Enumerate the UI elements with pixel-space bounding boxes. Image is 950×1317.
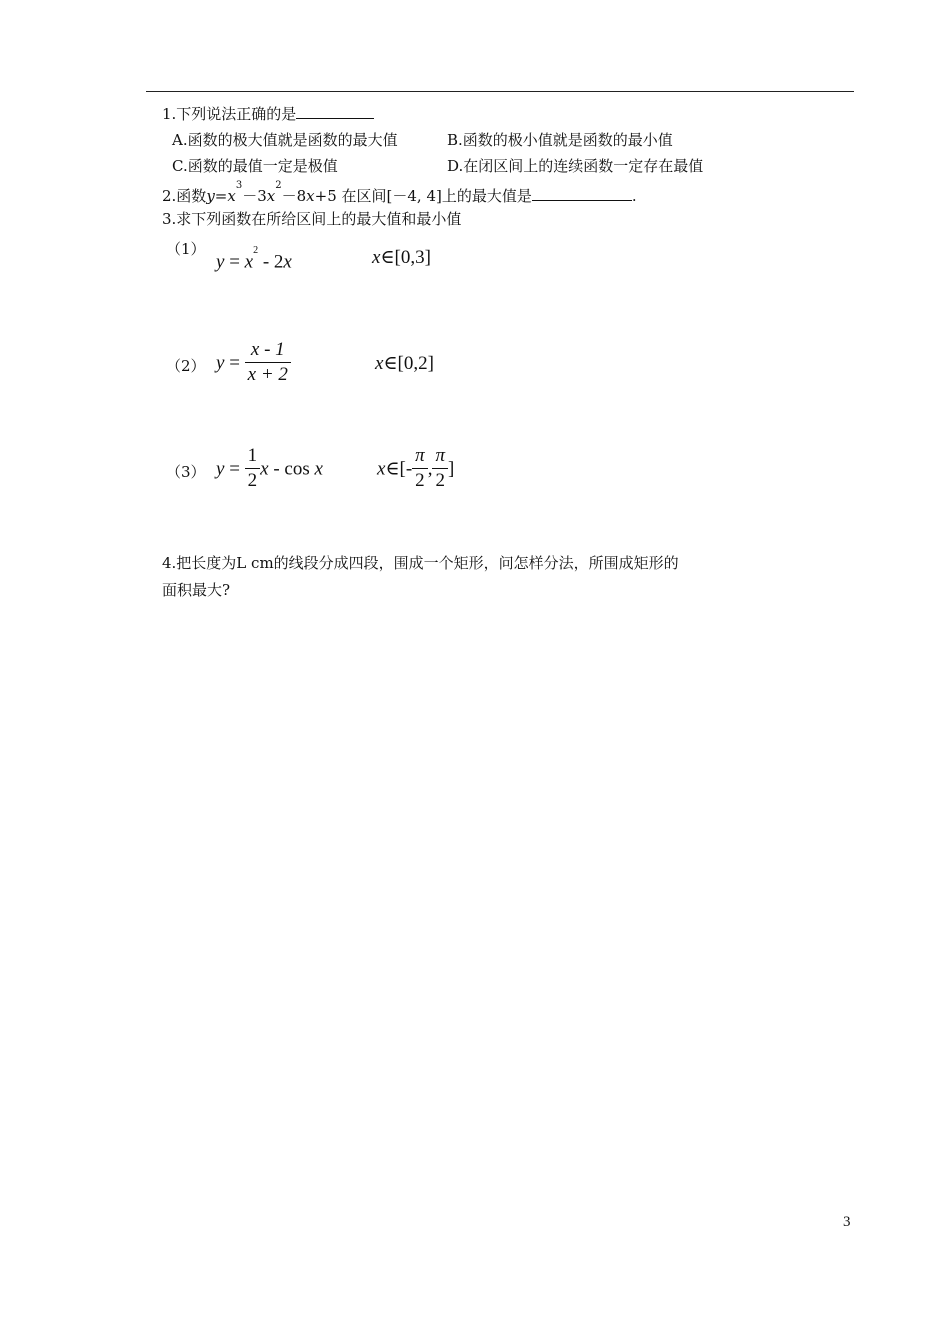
q3-part1-domain: x∈[0,3] xyxy=(372,247,431,268)
q3-part3-label: （3） xyxy=(166,463,206,481)
q1-stem: 1.下列说法正确的是 xyxy=(162,103,374,124)
fraction: $\frac{\pi}{2}$ xyxy=(412,445,428,492)
q2-stem: 2.函数$y=x^3-3x^2-8x+5$ 在区间[－4, 4]上的最大值是 . xyxy=(162,180,637,205)
q4-line1: 4.把长度为L cm的线段分成四段，围成一个矩形，问怎样分法，所围成矩形的 xyxy=(162,554,679,572)
q3-part3-domain: x∈[- $\frac{\pi}{2}$ , $\frac{\pi}{2}$ ] xyxy=(377,445,455,491)
q3-part2-label: （2） xyxy=(166,357,206,375)
fraction-bar xyxy=(412,468,428,469)
q3-part2-domain: x∈[0,2] xyxy=(375,353,434,374)
q1-option-c: C.函数的最值一定是极值 xyxy=(172,157,338,175)
fraction: $\frac{1}{2}$ xyxy=(245,445,261,492)
fraction-bar xyxy=(432,468,448,469)
header-rule xyxy=(146,91,854,92)
q3-part1-label: （1） xyxy=(166,240,206,258)
q3-stem: 3.求下列函数在所给区间上的最大值和最小值 xyxy=(162,210,462,228)
q3-part3-function: y = $\frac{1}{2}$ x - cos x xyxy=(216,445,323,491)
fraction: $\frac{x - 1}{x + 2}$ xyxy=(245,339,291,386)
answer-blank[interactable] xyxy=(532,185,632,201)
page-number: 3 xyxy=(843,1214,851,1230)
fraction-bar xyxy=(245,468,261,469)
q1-option-d: D.在闭区间上的连续函数一定存在最值 xyxy=(447,157,704,175)
q3-part1-function: $y = x^2 - 2x$ xyxy=(216,245,292,273)
q1-option-b: B.函数的极小值就是函数的最小值 xyxy=(447,131,673,149)
q1-option-a: A.函数的极大值就是函数的最大值 xyxy=(172,131,398,149)
fraction: $\frac{\pi}{2}$ xyxy=(432,445,448,492)
q4-line2: 面积最大? xyxy=(162,581,231,599)
fraction-bar xyxy=(245,362,291,363)
answer-blank[interactable] xyxy=(296,103,374,119)
q3-part2-function: y = $\frac{x - 1}{x + 2}$ xyxy=(216,340,291,387)
